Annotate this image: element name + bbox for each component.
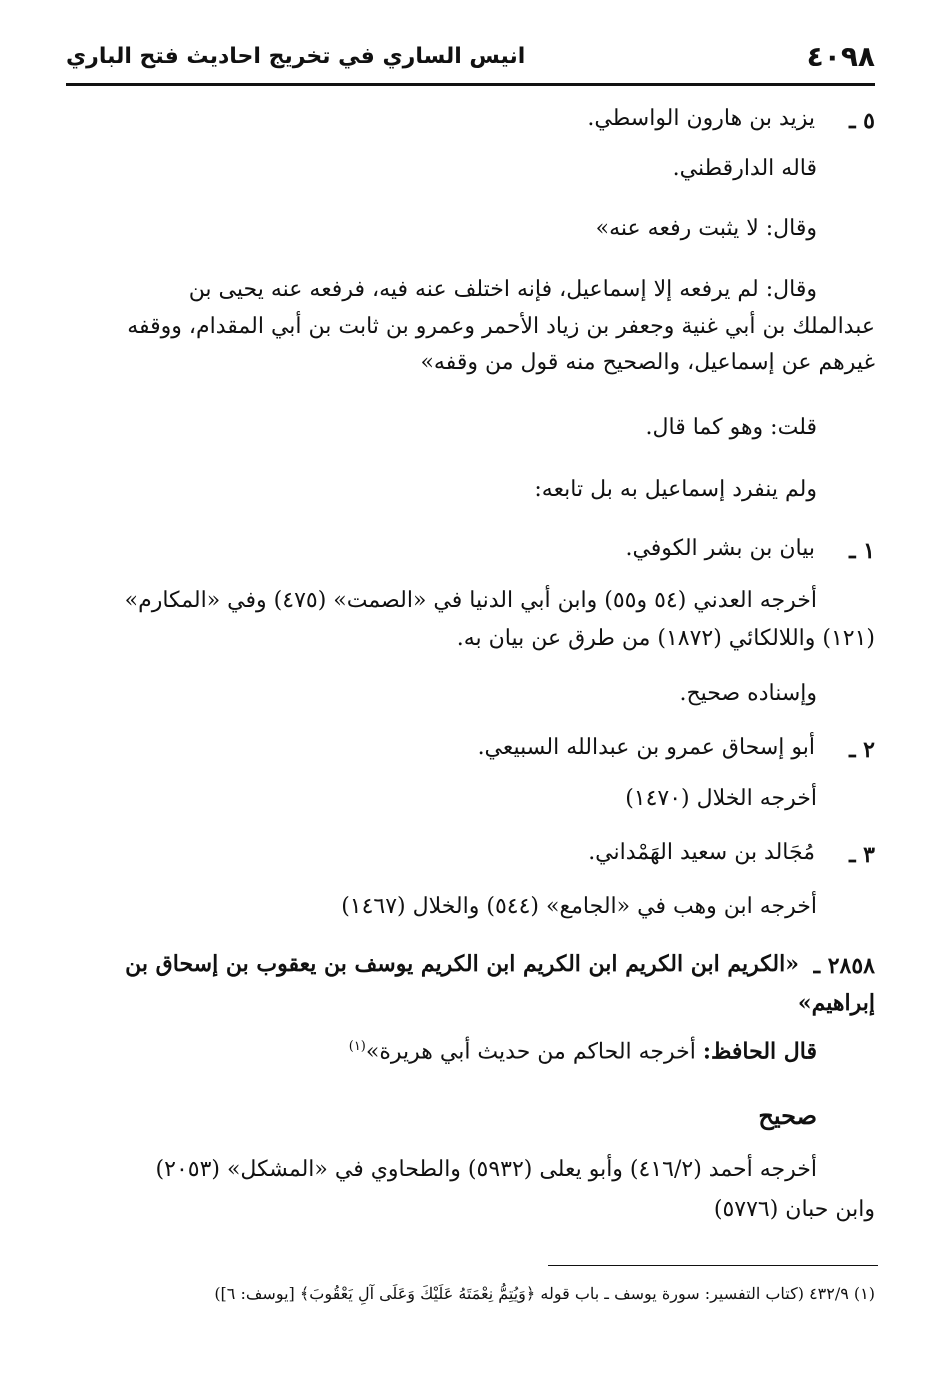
follower-1-line-3: وإسناده صحيح.: [679, 681, 817, 706]
footnote-reference: (١): [348, 1039, 366, 1054]
item-number-5: ٥ ـ: [849, 108, 875, 134]
book-title: انيس الساري في تخريج احاديث فتح الباري: [66, 44, 526, 69]
follower-2-line-1: أخرجه الخلال (١٤٧٠): [625, 786, 817, 811]
paragraph-line-3: غيرهم عن إسماعيل، والصحيح منه قول من وقفه»: [420, 350, 875, 375]
grade-heading: صحيح: [758, 1101, 817, 1130]
hadith-text-line-2: إبراهيم»: [797, 990, 875, 1016]
footnote-rule: [548, 1265, 878, 1266]
follower-3-line-1: أخرجه ابن وهب في «الجامع» (٥٤٤) والخلال (١٤٦٧): [341, 894, 817, 919]
footnote-text: (١) ٤٣٢/٩ (كتاب التفسير: سورة يوسف ـ باب قوله ﴿وَيُتِمُّ نِعْمَتَهُ عَلَيْكَ وَعَلَى آلِ يَعْقُوبَ﴾ [يوسف: ٦]): [214, 1284, 875, 1303]
page-number: ٤٠٩٨: [806, 40, 875, 73]
hadith-number: ٢٨٥٨ ـ: [813, 953, 875, 979]
follower-2-name: أبو إسحاق عمرو بن عبدالله السبيعي.: [477, 735, 815, 760]
follower-3-name: مُجَالد بن سعيد الهَمْداني.: [588, 840, 815, 865]
qult-line: قلت: وهو كما قال.: [645, 415, 817, 440]
header-rule: [66, 83, 875, 86]
paragraph-line-1: وقال: لم يرفعه إلا إسماعيل، فإنه اختلف عنه فيه، فرفعه عنه يحيى بن: [188, 277, 817, 302]
follower-1-line-2: (١٢١) واللالكائي (١٨٧٢) من طرق عن بيان به.: [456, 626, 875, 651]
hafiz-text: أخرجه الحاكم من حديث أبي هريرة»: [365, 1039, 696, 1065]
follower-1-name: بيان بن بشر الكوفي.: [625, 536, 815, 561]
tabiah-line: ولم ينفرد إسماعيل به بل تابعه:: [534, 477, 817, 502]
hafiz-label: قال الحافظ:: [702, 1038, 817, 1065]
page-header: [66, 40, 875, 80]
follower-number-3: ٣ ـ: [849, 842, 875, 868]
hafiz-line: [66, 1040, 817, 1063]
takhrij-line-1: أخرجه أحمد (٤١٦/٢) وأبو يعلى (٥٩٣٢) والطحاوي في «المشكل» (٢٠٥٣): [155, 1157, 817, 1182]
follower-number-2: ٢ ـ: [849, 737, 875, 763]
item-5-line-1: قاله الدارقطني.: [672, 156, 817, 181]
item-5-name: يزيد بن هارون الواسطي.: [587, 106, 815, 131]
hadith-text-line-1: «الكريم ابن الكريم ابن الكريم ابن الكريم يوسف بن يعقوب بن إسحاق بن: [125, 951, 799, 977]
paragraph-line-2: عبدالملك بن أبي غنية وجعفر بن زياد الأحمر وعمرو بن ثابت بن أبي المقدام، ووقفه: [127, 314, 875, 339]
item-5-line-2: وقال: لا يثبت رفعه عنه»: [595, 216, 817, 241]
follower-number-1: ١ ـ: [849, 538, 875, 564]
takhrij-line-2: وابن حبان (٥٧٧٦): [713, 1197, 875, 1222]
follower-1-line-1: أخرجه العدني (٥٤ و٥٥) وابن أبي الدنيا في «الصمت» (٤٧٥) وفي «المكارم»: [124, 588, 817, 613]
